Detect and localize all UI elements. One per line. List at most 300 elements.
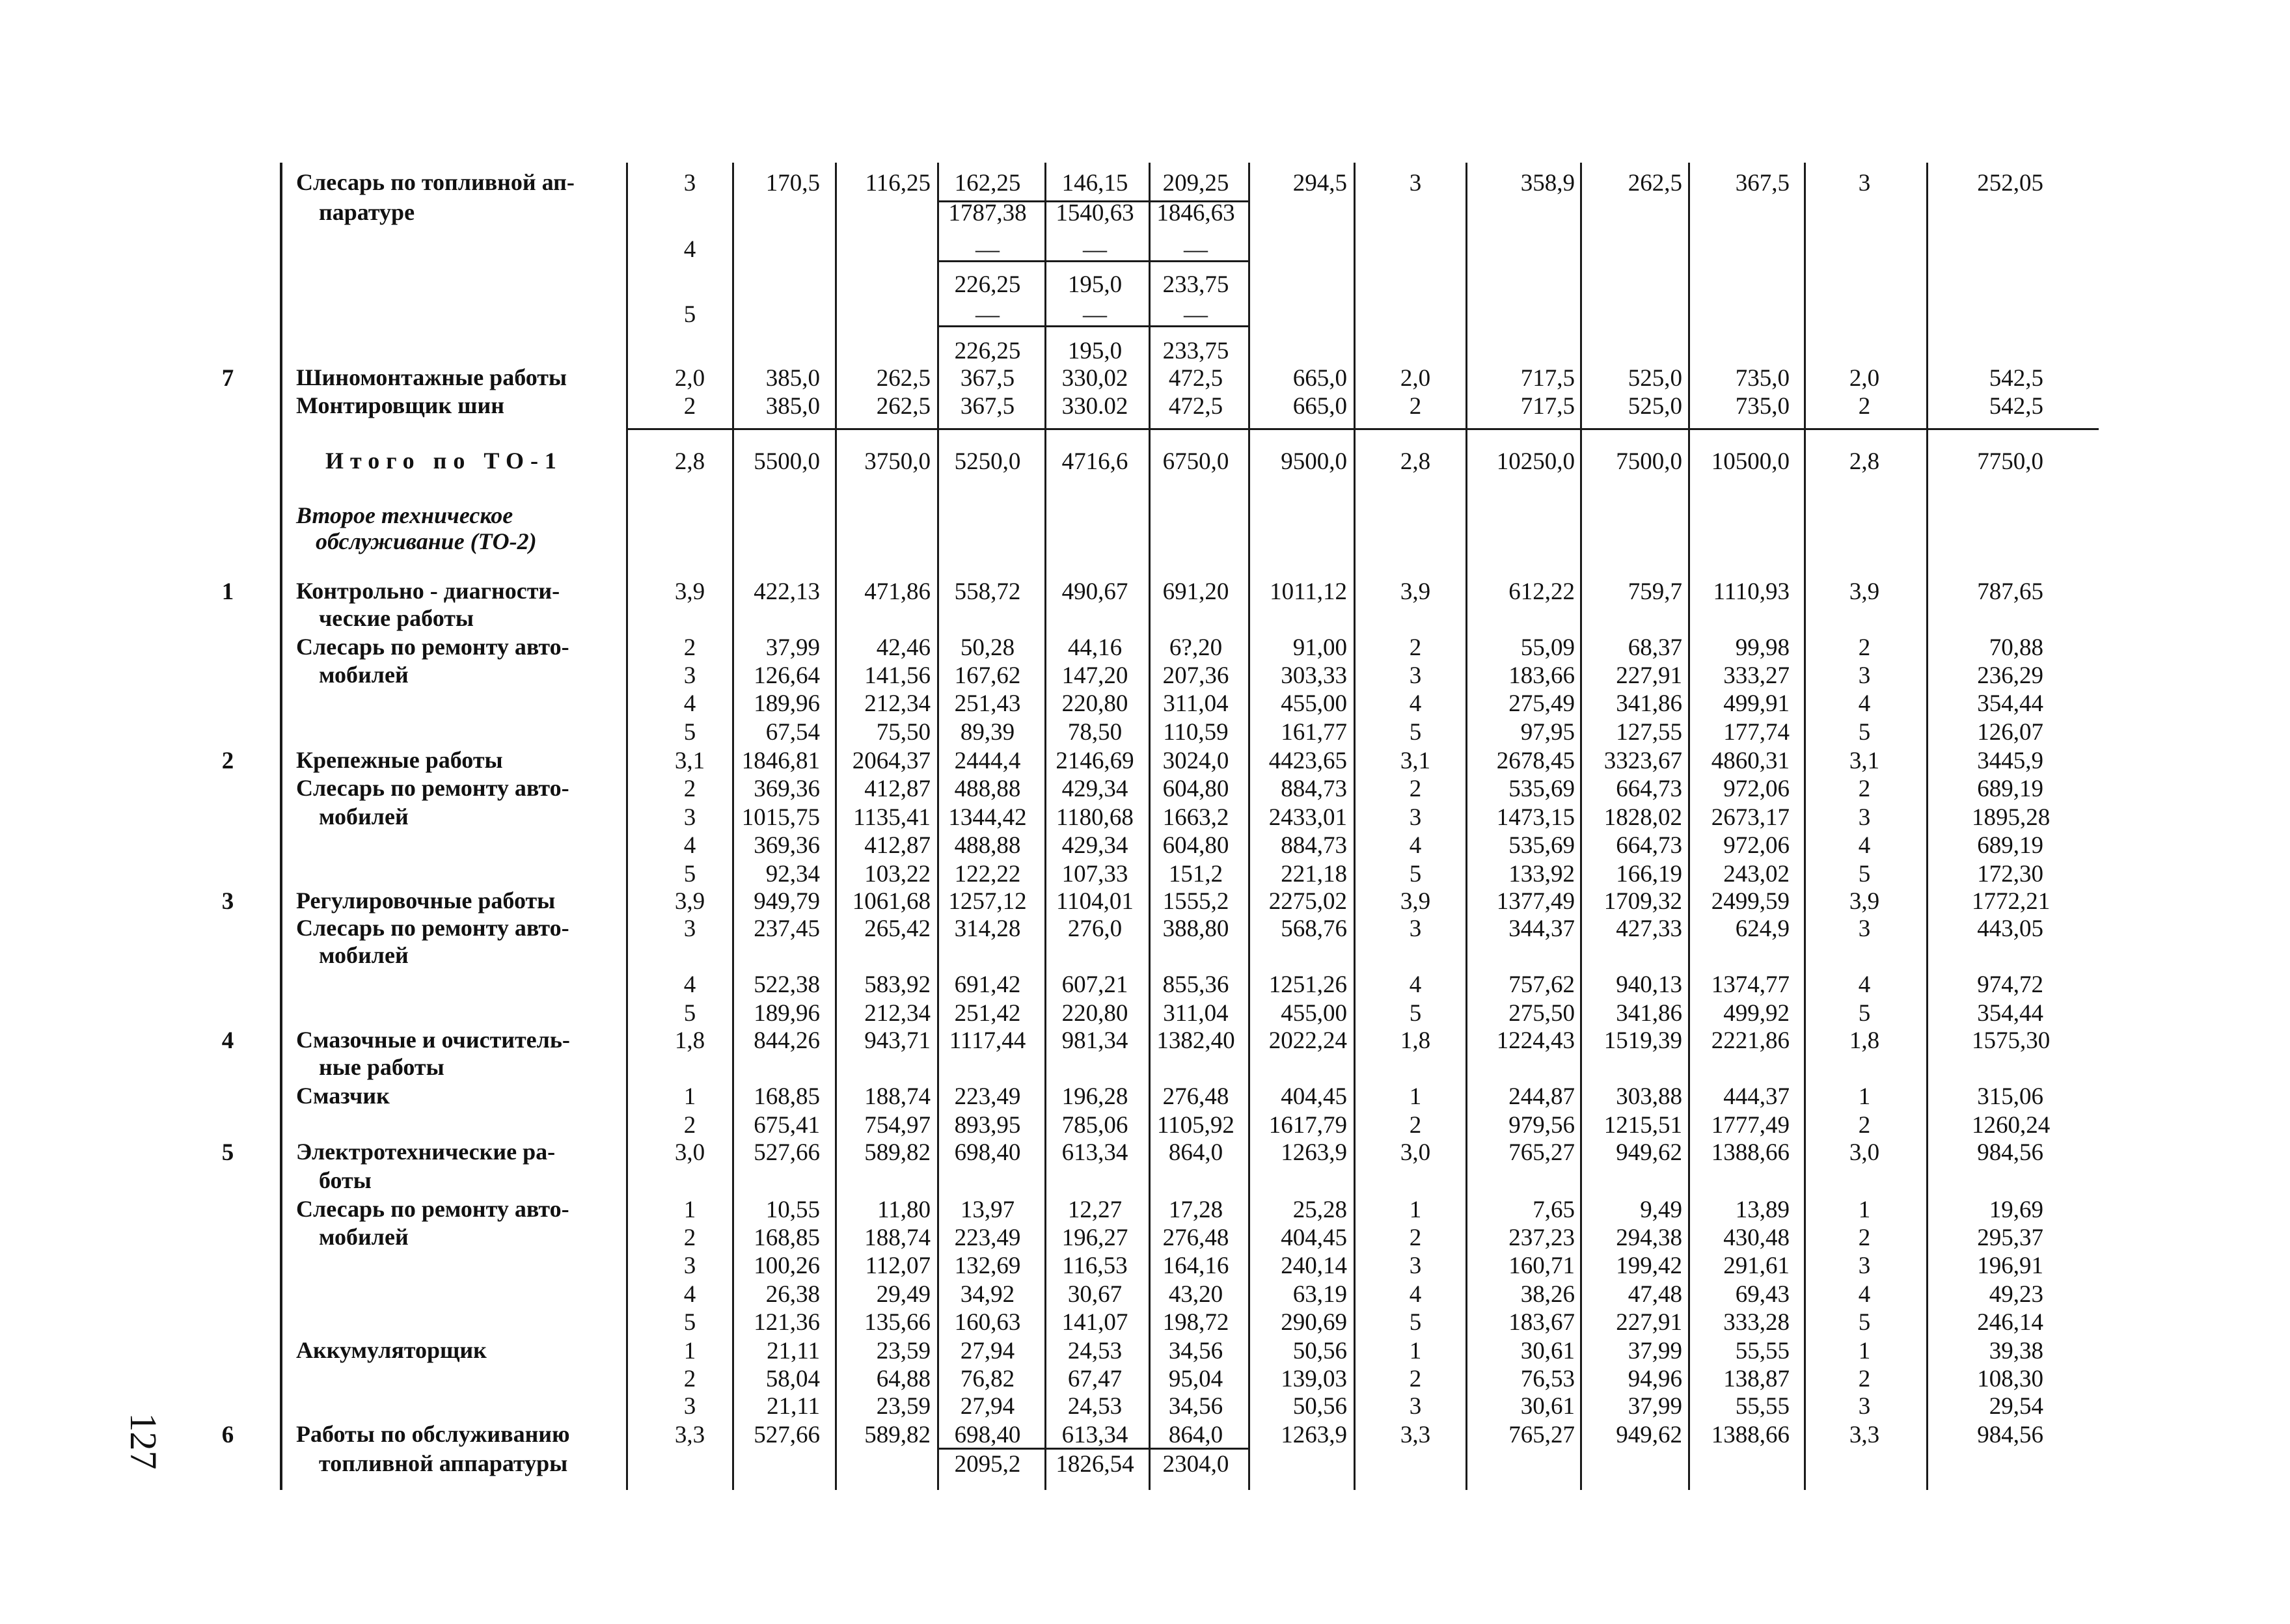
table-cell: 127,55 [1616, 719, 1682, 746]
table-cell: 2 [683, 393, 696, 420]
table-cell: 189,96 [754, 1000, 820, 1027]
table-cell: 195,0 [1067, 271, 1123, 298]
table-cell: 170,5 [765, 170, 820, 196]
column-rule [1044, 163, 1046, 1490]
table-cell: 27,94 [960, 1393, 1015, 1420]
table-cell: 604,80 [1162, 832, 1229, 859]
table-cell: 542,5 [1989, 365, 2043, 392]
table-cell: 34,56 [1168, 1338, 1223, 1364]
table-cell: 675,41 [754, 1112, 820, 1139]
column-rule [1248, 163, 1250, 1490]
table-cell: 227,91 [1616, 1309, 1682, 1336]
table-cell: 3,1 [674, 748, 705, 774]
table-cell: 527,66 [754, 1422, 820, 1448]
table-cell: 864,0 [1168, 1139, 1223, 1166]
table-cell: 122,22 [954, 861, 1021, 887]
table-cell: 37,99 [1628, 1393, 1682, 1420]
table-cell: 3 [1409, 1252, 1422, 1279]
table-cell: 262,5 [1628, 170, 1682, 196]
table-cell: 2 [683, 776, 696, 802]
table-cell: 3024,0 [1162, 748, 1229, 774]
row-number: 1 [221, 578, 234, 605]
table-cell: 37,99 [1628, 1338, 1682, 1364]
table-cell: 70,88 [1989, 634, 2043, 661]
table-cell: 1344,42 [948, 804, 1027, 831]
table-cell: 3 [1858, 1252, 1871, 1279]
table-cell: 3445,9 [1977, 748, 2043, 774]
table-cell: 3 [683, 1393, 696, 1420]
table-cell: 107,33 [1061, 861, 1128, 887]
table-cell: 412,87 [864, 776, 931, 802]
table-cell: 311,04 [1163, 1000, 1229, 1027]
table-cell: 3,1 [1400, 748, 1431, 774]
table-cell: 294,5 [1292, 170, 1347, 196]
table-cell: 39,38 [1989, 1338, 2043, 1364]
table-cell: 1105,92 [1157, 1112, 1234, 1139]
row-label: Монтировщик шин [296, 392, 504, 418]
row-number: 3 [221, 888, 234, 915]
table-cell: 5 [683, 719, 696, 746]
table-cell: 3 [683, 1252, 696, 1279]
table-cell: 691,20 [1162, 578, 1229, 605]
table-cell: 691,42 [954, 971, 1021, 998]
row-label: мобилей [319, 942, 409, 968]
table-cell: 4 [1858, 690, 1871, 717]
table-cell: 160,71 [1508, 1252, 1575, 1279]
table-cell: 765,27 [1508, 1422, 1575, 1448]
table-cell: 55,09 [1520, 634, 1575, 661]
table-cell: 221,18 [1281, 861, 1347, 887]
table-cell: 981,34 [1061, 1027, 1128, 1054]
row-label: Слесарь по ремонту авто- [296, 775, 569, 801]
table-cell: 23,59 [876, 1338, 931, 1364]
table-cell: 5500,0 [754, 448, 820, 475]
table-cell: 226,25 [954, 271, 1021, 298]
table-cell: 369,36 [754, 776, 820, 802]
table-cell: 12,27 [1067, 1197, 1123, 1223]
table-cell: 972,06 [1723, 776, 1790, 802]
table-cell: 471,86 [864, 578, 931, 605]
table-cell: 427,33 [1616, 915, 1682, 942]
table-cell: 488,88 [954, 776, 1021, 802]
table-cell: 116,53 [1062, 1252, 1128, 1279]
table-cell: 10250,0 [1496, 448, 1575, 475]
table-cell: 244,87 [1508, 1083, 1575, 1110]
table-cell: 1260,24 [1972, 1112, 2051, 1139]
table-cell: 199,42 [1616, 1252, 1682, 1279]
table-cell: 1709,32 [1603, 888, 1682, 915]
table-cell: 3 [1858, 804, 1871, 831]
table-cell: 311,04 [1163, 690, 1229, 717]
table-cell: 30,61 [1520, 1393, 1575, 1420]
row-label: Слесарь по ремонту авто- [296, 1196, 569, 1222]
table-cell: 1 [683, 1338, 696, 1364]
table-cell: 2 [683, 1112, 696, 1139]
table-cell: 5 [1858, 719, 1871, 746]
table-cell: 717,5 [1520, 393, 1575, 420]
row-label: мобилей [319, 662, 409, 688]
table-cell: 1787,38 [948, 200, 1027, 226]
table-cell: 430,48 [1723, 1225, 1790, 1251]
table-cell: 295,37 [1977, 1225, 2043, 1251]
table-cell: 68,37 [1628, 634, 1682, 661]
table-cell: 50,56 [1292, 1393, 1347, 1420]
table-cell: 167,62 [954, 662, 1021, 689]
table-cell: 1 [1409, 1338, 1422, 1364]
table-cell: 227,91 [1616, 662, 1682, 689]
table-cell: 5 [1858, 1309, 1871, 1336]
table-cell: 67,54 [765, 719, 820, 746]
table-cell: 164,16 [1162, 1252, 1229, 1279]
table-cell: 1135,41 [853, 804, 931, 831]
table-cell: 11,80 [877, 1197, 931, 1223]
table-cell: 455,00 [1281, 1000, 1347, 1027]
table-cell: — [1184, 236, 1208, 263]
table-cell: 3 [1409, 915, 1422, 942]
table-cell: 429,34 [1061, 832, 1128, 859]
table-cell: 168,85 [754, 1083, 820, 1110]
table-cell: 2,0 [1400, 365, 1431, 392]
table-cell: 92,34 [765, 861, 820, 887]
column-rule [1354, 163, 1356, 1490]
table-cell: 188,74 [864, 1083, 931, 1110]
table-cell: 223,49 [954, 1225, 1021, 1251]
table-cell: 2,8 [674, 448, 705, 475]
table-cell: 1 [683, 1083, 696, 1110]
table-cell: 2,0 [674, 365, 705, 392]
table-cell: 94,96 [1628, 1366, 1682, 1392]
table-cell: 30,61 [1520, 1338, 1575, 1364]
table-cell: 472,5 [1168, 365, 1223, 392]
table-cell: 3,9 [1400, 578, 1431, 605]
table-cell: 5 [1409, 1000, 1422, 1027]
table-cell: 2064,37 [852, 748, 931, 774]
table-cell: 17,28 [1168, 1197, 1223, 1223]
table-cell: 613,34 [1061, 1422, 1128, 1448]
row-label: Крепежные работы [296, 747, 503, 773]
column-rule [1688, 163, 1690, 1490]
row-label: Электротехнические ра- [296, 1139, 556, 1165]
table-cell: 132,69 [954, 1252, 1021, 1279]
table-cell: 172,30 [1977, 861, 2043, 887]
table-cell: 50,28 [960, 634, 1015, 661]
table-cell: 1473,15 [1496, 804, 1575, 831]
table-cell: 1377,49 [1496, 888, 1575, 915]
table-cell: 472,5 [1168, 393, 1223, 420]
row-label: Работы по обслуживанию [296, 1421, 570, 1447]
row-label: боты [319, 1167, 372, 1193]
table-cell: 116,25 [865, 170, 931, 196]
table-cell: 754,97 [864, 1112, 931, 1139]
table-cell: 1,8 [1400, 1027, 1431, 1054]
table-cell: 112,07 [865, 1252, 931, 1279]
table-cell: 4 [683, 971, 696, 998]
table-cell: 3,0 [1400, 1139, 1431, 1166]
table-cell: 138,87 [1723, 1366, 1790, 1392]
table-cell: 604,80 [1162, 776, 1229, 802]
table-cell: 1617,79 [1268, 1112, 1347, 1139]
table-cell: 1257,12 [948, 888, 1027, 915]
table-cell: 367,5 [960, 393, 1015, 420]
row-label: Слесарь по ремонту авто- [296, 915, 569, 941]
table-cell: 100,26 [754, 1252, 820, 1279]
table-cell: 233,75 [1162, 271, 1229, 298]
table-cell: 3323,67 [1603, 748, 1682, 774]
table-cell: 1 [1858, 1197, 1871, 1223]
table-cell: 291,61 [1723, 1252, 1790, 1279]
table-cell: 209,25 [1162, 170, 1229, 196]
table-cell: 168,85 [754, 1225, 820, 1251]
table-cell: 5 [1409, 1309, 1422, 1336]
table-cell: 330,02 [1061, 365, 1128, 392]
table-cell: 689,19 [1977, 832, 2043, 859]
table-cell: 294,38 [1616, 1225, 1682, 1251]
table-cell: 855,36 [1162, 971, 1229, 998]
table-cell: 358,9 [1520, 170, 1575, 196]
column-rule [732, 163, 734, 1490]
table-cell: 262,5 [876, 365, 931, 392]
table-cell: 27,94 [960, 1338, 1015, 1364]
table-cell: 49,23 [1989, 1281, 2043, 1308]
table-cell: 1 [1858, 1083, 1871, 1110]
table-cell: 583,92 [864, 971, 931, 998]
column-rule [1804, 163, 1806, 1490]
table-cell: 265,42 [864, 915, 931, 942]
table-cell: 166,19 [1616, 861, 1682, 887]
table-cell: 3,3 [1849, 1422, 1880, 1448]
table-cell: 4423,65 [1268, 748, 1347, 774]
table-cell: 212,34 [864, 690, 931, 717]
table-cell: 3 [1858, 915, 1871, 942]
row-label: Смазчик [296, 1083, 390, 1109]
table-cell: 2 [1858, 634, 1871, 661]
table-cell: 612,22 [1508, 578, 1575, 605]
table-cell: 3 [683, 170, 696, 196]
table-cell: 844,26 [754, 1027, 820, 1054]
table-cell: 785,06 [1061, 1112, 1128, 1139]
table-cell: 1 [683, 1197, 696, 1223]
table-cell: 3 [1409, 804, 1422, 831]
table-cell: 246,14 [1977, 1309, 2043, 1336]
row-label: мобилей [319, 804, 409, 830]
table-cell: 207,36 [1162, 662, 1229, 689]
table-cell: 4 [1409, 832, 1422, 859]
table-cell: 330.02 [1061, 393, 1128, 420]
table-cell: 162,25 [954, 170, 1021, 196]
table-cell: 25,28 [1292, 1197, 1347, 1223]
table-cell: 4716,6 [1061, 448, 1128, 475]
table-cell: 196,27 [1061, 1225, 1128, 1251]
table-cell: 75,50 [876, 719, 931, 746]
table-cell: 126,64 [754, 662, 820, 689]
table-cell: 664,73 [1616, 776, 1682, 802]
row-label: Контрольно - диагности- [296, 578, 560, 604]
table-cell: 110,59 [1163, 719, 1229, 746]
table-cell: 58,04 [765, 1366, 820, 1392]
table-cell: 5 [683, 1000, 696, 1027]
table-cell: 290,69 [1281, 1309, 1347, 1336]
table-cell: 2 [1409, 776, 1422, 802]
table-cell: 1 [1858, 1338, 1871, 1364]
row-label: Регулировочные работы [296, 887, 556, 914]
table-cell: 1251,26 [1268, 971, 1347, 998]
table-cell: 2678,45 [1496, 748, 1575, 774]
table-cell: 151,2 [1168, 861, 1223, 887]
table-cell: 233,75 [1162, 338, 1229, 364]
row-label: ные работы [319, 1054, 444, 1080]
table-cell: 3 [1409, 1393, 1422, 1420]
table-cell: 13,97 [960, 1197, 1015, 1223]
table-cell: 5 [683, 861, 696, 887]
table-cell: 1011,12 [1270, 578, 1347, 605]
table-cell: 1826,54 [1056, 1451, 1134, 1478]
table-cell: 2673,17 [1711, 804, 1790, 831]
table-cell: 2 [1409, 1366, 1422, 1392]
table-cell: 385,0 [765, 393, 820, 420]
table-cell: 2275,02 [1268, 888, 1347, 915]
table-cell: 1180,68 [1056, 804, 1134, 831]
table-cell: 613,34 [1061, 1139, 1128, 1166]
row-number: 5 [221, 1139, 234, 1166]
table-cell: 160,63 [954, 1309, 1021, 1336]
table-cell: 3,9 [1849, 578, 1880, 605]
table-cell: 490,67 [1061, 578, 1128, 605]
row-label: Итого по ТО-1 [325, 448, 563, 474]
table-cell: 1263,9 [1281, 1139, 1347, 1166]
table-cell: 161,77 [1281, 719, 1347, 746]
table-cell: 1895,28 [1972, 804, 2051, 831]
table-cell: 2,0 [1849, 365, 1880, 392]
table-cell: 34,56 [1168, 1393, 1223, 1420]
table-cell: 4 [1409, 690, 1422, 717]
table-cell: 183,67 [1508, 1309, 1575, 1336]
table-cell: 26,38 [765, 1281, 820, 1308]
table-cell: 195,0 [1067, 338, 1123, 364]
row-rule [626, 428, 2099, 430]
table-cell: 940,13 [1616, 971, 1682, 998]
table-cell: 2 [1409, 634, 1422, 661]
table-cell: 333,28 [1723, 1309, 1790, 1336]
table-cell: 4 [683, 832, 696, 859]
table-cell: 542,5 [1989, 393, 2043, 420]
table-cell: 3,0 [1849, 1139, 1880, 1166]
table-cell: 223,49 [954, 1083, 1021, 1110]
table-cell: 1555,2 [1162, 888, 1229, 915]
table-cell: 943,71 [864, 1027, 931, 1054]
table-cell: 1263,9 [1281, 1422, 1347, 1448]
table-cell: 7750,0 [1977, 448, 2043, 475]
table-cell: — [975, 301, 1000, 328]
table-cell: 3,9 [674, 888, 705, 915]
table-cell: 864,0 [1168, 1422, 1223, 1448]
table-cell: 665,0 [1292, 365, 1347, 392]
row-label: ческие работы [319, 605, 474, 631]
table-cell: 188,74 [864, 1225, 931, 1251]
table-cell: 568,76 [1281, 915, 1347, 942]
table-cell: 624,9 [1735, 915, 1790, 942]
table-cell: 252,05 [1977, 170, 2043, 196]
table-cell: 21,11 [767, 1338, 820, 1364]
row-label: Слесарь по топливной ап- [296, 169, 575, 195]
table-cell: 314,28 [954, 915, 1021, 942]
table-cell: 535,69 [1508, 832, 1575, 859]
table-cell: 443,05 [1977, 915, 2043, 942]
table-cell: 2 [1858, 1366, 1871, 1392]
table-cell: 196,28 [1061, 1083, 1128, 1110]
table-cell: 3 [1409, 662, 1422, 689]
table-cell: 21,11 [767, 1393, 820, 1420]
table-cell: 354,44 [1977, 1000, 2043, 1027]
table-cell: 24,53 [1067, 1338, 1123, 1364]
table-cell: 2221,86 [1711, 1027, 1790, 1054]
table-cell: 276,0 [1067, 915, 1123, 942]
table-cell: 19,69 [1989, 1197, 2043, 1223]
table-cell: 1663,2 [1162, 804, 1229, 831]
table-cell: 535,69 [1508, 776, 1575, 802]
table-cell: 240,14 [1281, 1252, 1347, 1279]
table-cell: 1846,63 [1156, 200, 1235, 226]
table-cell: 1 [1409, 1083, 1422, 1110]
table-cell: 13,89 [1735, 1197, 1790, 1223]
table-cell: 3,0 [674, 1139, 705, 1166]
table-cell: 1772,21 [1972, 888, 2051, 915]
table-cell: 3 [1858, 170, 1871, 196]
table-cell: 5 [1858, 861, 1871, 887]
table-cell: 275,50 [1508, 1000, 1575, 1027]
table-cell: 236,29 [1977, 662, 2043, 689]
table-cell: 388,80 [1162, 915, 1229, 942]
table-cell: 3,9 [1849, 888, 1880, 915]
table-cell: 315,06 [1977, 1083, 2043, 1110]
table-cell: 412,87 [864, 832, 931, 859]
table-cell: 2095,2 [954, 1451, 1021, 1478]
table-cell: 135,66 [864, 1309, 931, 1336]
table-cell: 97,95 [1520, 719, 1575, 746]
table-cell: 735,0 [1735, 365, 1790, 392]
table-cell: 1,8 [1849, 1027, 1880, 1054]
table-cell: 139,03 [1281, 1366, 1347, 1392]
table-cell: 44,16 [1067, 634, 1123, 661]
table-cell: 30,67 [1067, 1281, 1123, 1308]
table-cell: 243,02 [1723, 861, 1790, 887]
table-cell: — [1184, 301, 1208, 328]
table-cell: 237,45 [754, 915, 820, 942]
table-cell: 558,72 [954, 578, 1021, 605]
table-cell: 974,72 [1977, 971, 2043, 998]
table-cell: 2 [1858, 776, 1871, 802]
table-cell: 38,26 [1520, 1281, 1575, 1308]
table-cell: 2 [1858, 1112, 1871, 1139]
table-cell: 2 [1858, 393, 1871, 420]
table-cell: 984,56 [1977, 1422, 2043, 1448]
table-cell: — [1083, 301, 1107, 328]
table-cell: 198,72 [1162, 1309, 1229, 1336]
table-cell: 196,91 [1977, 1252, 2043, 1279]
table-cell: 3 [1858, 662, 1871, 689]
table-cell: 385,0 [765, 365, 820, 392]
table-cell: 1777,49 [1711, 1112, 1790, 1139]
row-label: мобилей [319, 1224, 409, 1250]
table-cell: 665,0 [1292, 393, 1347, 420]
table-cell: 275,49 [1508, 690, 1575, 717]
table-cell: 522,38 [754, 971, 820, 998]
row-label: Смазочные и очиститель- [296, 1027, 570, 1053]
row-label: Аккумуляторщик [296, 1337, 487, 1363]
table-cell: 2 [1409, 1225, 1422, 1251]
table-cell: 47,48 [1628, 1281, 1682, 1308]
table-cell: 9500,0 [1281, 448, 1347, 475]
table-cell: 43,20 [1168, 1281, 1223, 1308]
